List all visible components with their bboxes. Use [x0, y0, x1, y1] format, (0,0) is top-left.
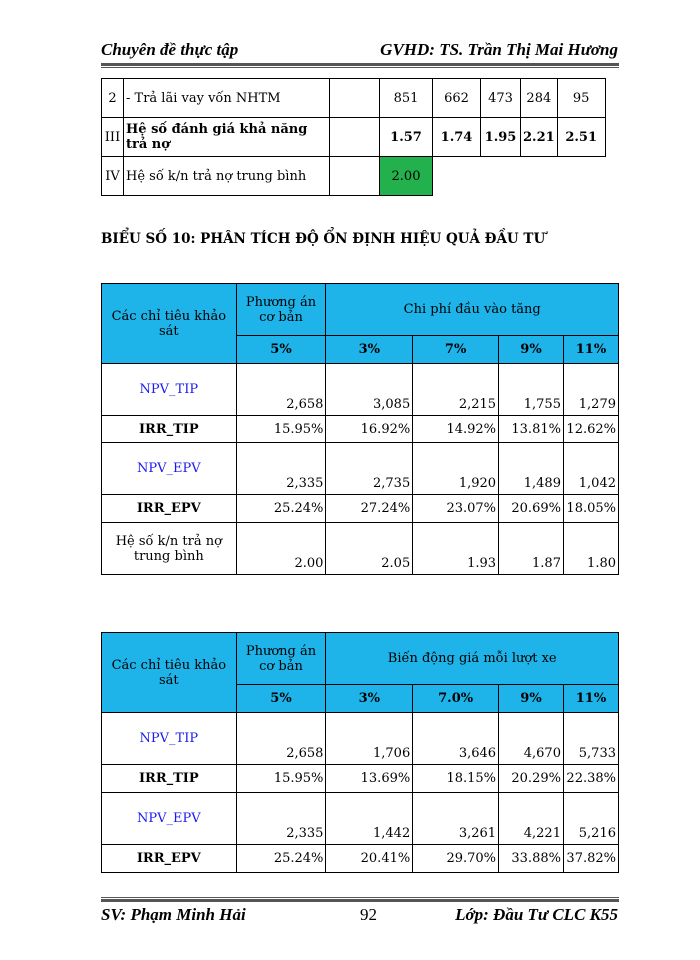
sub-header: 11%: [563, 336, 618, 364]
table-row: [102, 118, 606, 157]
cell-value: 13.81%: [499, 416, 564, 443]
sensitivity-table-cost: [101, 283, 619, 575]
row-label: NPV_EPV: [102, 793, 237, 845]
base-label-header: Phương án cơ bản: [236, 633, 326, 685]
cell-value: 2,658: [236, 713, 326, 765]
table-row: [102, 713, 619, 765]
sub-header: 3%: [326, 685, 413, 713]
row-label: NPV_TIP: [102, 713, 237, 765]
cell-value: 25.24%: [236, 845, 326, 873]
empty-cell: [330, 157, 380, 196]
cell-value-highlight: 2.00: [380, 157, 433, 196]
row-index: IV: [102, 157, 124, 196]
footer-rule: [101, 897, 619, 902]
table-row: [102, 523, 619, 575]
row-label: NPV_EPV: [102, 443, 237, 495]
cell-value: 20.29%: [499, 765, 564, 793]
cell-value: 2.21: [521, 118, 558, 157]
row-index: 2: [102, 79, 124, 118]
cell-value: 20.69%: [499, 495, 564, 523]
row-label: IRR_EPV: [102, 495, 237, 523]
cell-value: 95: [557, 79, 605, 118]
cell-value: 2,335: [236, 443, 326, 495]
cell-value: 37.82%: [563, 845, 618, 873]
table-row: [102, 793, 619, 845]
cell-value: 1,042: [563, 443, 618, 495]
cell-value: 12.62%: [563, 416, 618, 443]
cell-value: 5,216: [563, 793, 618, 845]
cell-value: 4,670: [499, 713, 564, 765]
cell-value: 5,733: [563, 713, 618, 765]
cell-value: 15.95%: [236, 416, 326, 443]
row-label: Hệ số k/n trả nợ trung bình: [124, 157, 330, 196]
base-label-header: Phương án cơ bản: [236, 284, 326, 336]
sub-header: 5%: [236, 685, 326, 713]
table-row: [102, 364, 619, 416]
col-label-header: Các chỉ tiêu khảo sát: [102, 633, 237, 713]
cell-value: 4,221: [499, 793, 564, 845]
row-label: Hệ số k/n trả nợ trung bình: [102, 523, 237, 575]
sub-header: 7%: [413, 336, 499, 364]
table-row: [102, 79, 606, 118]
cell-value: 3,646: [413, 713, 499, 765]
footer-right: Lớp: Đầu Tư CLC K55: [455, 905, 618, 924]
cell-value: 20.41%: [326, 845, 413, 873]
cell-value: 1.80: [563, 523, 618, 575]
row-label: IRR_TIP: [102, 765, 237, 793]
row-index: III: [102, 118, 124, 157]
cell-value: 851: [380, 79, 433, 118]
row-label: Hệ số đánh giá khả năng trả nợ: [124, 118, 330, 157]
cell-value: 2.51: [557, 118, 605, 157]
header-rule: [101, 63, 619, 68]
cell-value: 27.24%: [326, 495, 413, 523]
header-left: Chuyên đề thực tập: [101, 40, 239, 59]
table-row: [102, 443, 619, 495]
page-number: 92: [360, 905, 377, 924]
cell-value: 1.74: [433, 118, 481, 157]
sub-header: 7.0%: [413, 685, 499, 713]
cell-value: 22.38%: [563, 765, 618, 793]
row-label: - Trả lãi vay vốn NHTM: [124, 79, 330, 118]
cell-value: 2,335: [236, 793, 326, 845]
header-row: [102, 633, 619, 685]
row-label: NPV_TIP: [102, 364, 237, 416]
cell-value: 1.95: [481, 118, 521, 157]
empty-cell: [330, 118, 380, 157]
cell-value: 662: [433, 79, 481, 118]
table-row: [102, 416, 619, 443]
cell-value: 18.15%: [413, 765, 499, 793]
cell-value: 473: [481, 79, 521, 118]
table-row: [102, 765, 619, 793]
cell-value: 284: [521, 79, 558, 118]
cell-value: 1,755: [499, 364, 564, 416]
row-label: IRR_EPV: [102, 845, 237, 873]
empty-space: [433, 157, 606, 196]
cell-value: 1.87: [499, 523, 564, 575]
empty-cell: [330, 79, 380, 118]
cell-value: 23.07%: [413, 495, 499, 523]
table-row: [102, 157, 606, 196]
sensitivity-table-price: [101, 632, 619, 873]
cell-value: 2.00: [236, 523, 326, 575]
cell-value: 16.92%: [326, 416, 413, 443]
cell-value: 1.93: [413, 523, 499, 575]
sub-header: 9%: [499, 336, 564, 364]
footer-left: SV: Phạm Minh Hải: [101, 905, 246, 924]
cell-value: 18.05%: [563, 495, 618, 523]
cell-value: 29.70%: [413, 845, 499, 873]
cell-value: 1,442: [326, 793, 413, 845]
group-label-header: Biến động giá mỗi lượt xe: [326, 633, 619, 685]
row-label: IRR_TIP: [102, 416, 237, 443]
cell-value: 13.69%: [326, 765, 413, 793]
cell-value: 1,706: [326, 713, 413, 765]
table-row: [102, 495, 619, 523]
section-title: BIỂU SỐ 10: PHÂN TÍCH ĐỘ ỔN ĐỊNH HIỆU QUẢ ĐẦU TƯ: [101, 231, 546, 247]
table-row: [102, 845, 619, 873]
sub-header: 9%: [499, 685, 564, 713]
debt-ratio-table: [101, 78, 606, 196]
cell-value: 3,085: [326, 364, 413, 416]
cell-value: 15.95%: [236, 765, 326, 793]
cell-value: 1,920: [413, 443, 499, 495]
sub-header: 11%: [563, 685, 618, 713]
header-right: GVHD: TS. Trần Thị Mai Hương: [380, 40, 618, 59]
cell-value: 2,658: [236, 364, 326, 416]
group-label-header: Chi phí đầu vào tăng: [326, 284, 619, 336]
cell-value: 2.05: [326, 523, 413, 575]
cell-value: 14.92%: [413, 416, 499, 443]
cell-value: 33.88%: [499, 845, 564, 873]
sub-header: 5%: [236, 336, 326, 364]
cell-value: 2,735: [326, 443, 413, 495]
cell-value: 1,279: [563, 364, 618, 416]
header-row: [102, 284, 619, 336]
col-label-header: Các chỉ tiêu khảo sát: [102, 284, 237, 364]
cell-value: 2,215: [413, 364, 499, 416]
cell-value: 1.57: [380, 118, 433, 157]
cell-value: 3,261: [413, 793, 499, 845]
sub-header: 3%: [326, 336, 413, 364]
cell-value: 1,489: [499, 443, 564, 495]
cell-value: 25.24%: [236, 495, 326, 523]
